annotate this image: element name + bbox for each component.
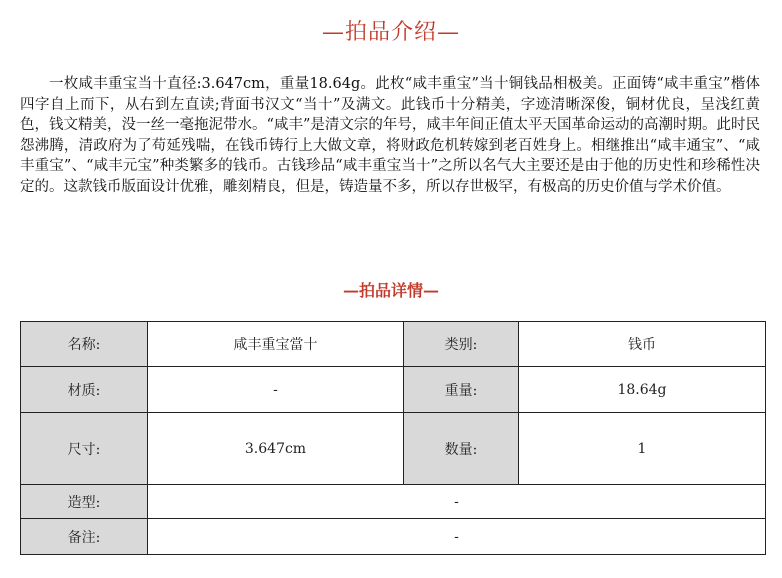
weight-value: 18.64g (519, 367, 766, 413)
table-row (21, 413, 766, 485)
name-value: 咸丰重宝當十 (148, 322, 404, 367)
weight-label: 重量: (404, 367, 519, 413)
size-value: 3.647cm (148, 413, 404, 485)
note-label: 备注: (21, 519, 148, 555)
category-label: 类别: (404, 322, 519, 367)
note-value: - (148, 519, 766, 555)
name-label: 名称: (21, 322, 148, 367)
shape-value: - (148, 485, 766, 519)
material-value: - (148, 367, 404, 413)
category-value: 钱币 (519, 322, 766, 367)
details-table (20, 321, 766, 555)
table-row (21, 367, 766, 413)
shape-label: 造型: (21, 485, 148, 519)
page-title: —拍品介绍— (321, 20, 460, 45)
intro-paragraph: 一枚咸丰重宝当十直径:3.647cm，重量18.64g。此枚“咸丰重宝”当十铜钱品相极美。正面铸“咸丰重宝”楷体四字自上而下，从右到左直读;背面书汉文“当十”及满文。此钱币十分精美，字迹清晰深俊，铜材优良，呈浅红黄色，钱文精美，没一丝一毫拖泥带水。“咸丰”是清文宗的年号，咸丰年间正值太平天国革命运动的高潮时期。此时民怨沸腾，清政府为了苟延残喘，在钱币铸行上大做文章，将财政危机转嫁到老百姓身上。相继推出“咸丰通宝”、“咸丰重宝”、“咸丰元宝”种类繁多的钱币。古钱珍品“咸丰重宝当十”之所以名气大主要还是由于他的历史性和珍稀性决定的。这款钱币版面设计优雅，雕刻精良，但是，铸造量不多，所以存世极罕，有极高的历史价值与学术价值。 (20, 76, 760, 195)
table-row (21, 322, 766, 367)
details-title: —拍品详情— (342, 281, 439, 300)
quantity-value: 1 (519, 413, 766, 485)
table-row (21, 485, 766, 519)
size-label: 尺寸: (21, 413, 148, 485)
table-row (21, 519, 766, 555)
quantity-label: 数量: (404, 413, 519, 485)
material-label: 材质: (21, 367, 148, 413)
